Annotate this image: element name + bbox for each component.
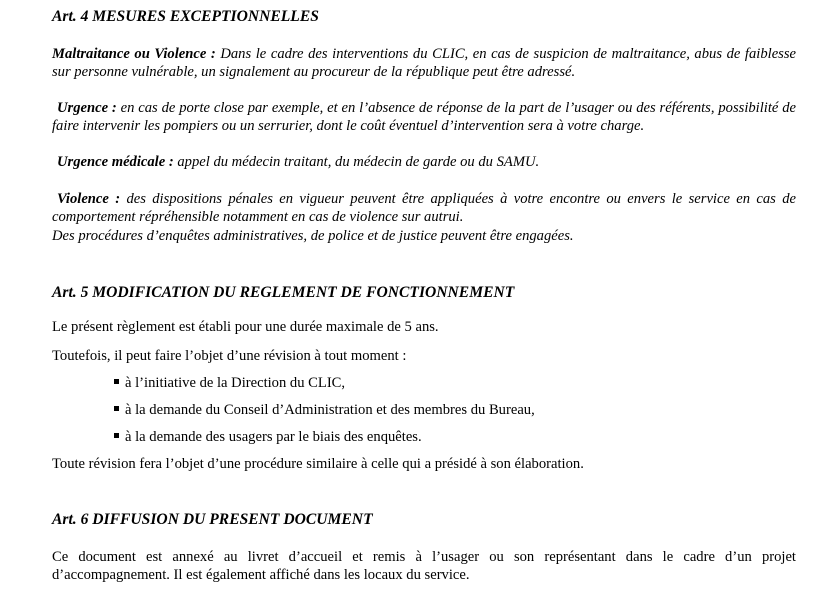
- art6-diffusion-text: Ce document est annexé au livret d’accueil et remis à l’usager ou son représentant dans le cadre d’un projet d’accompagnement. Il est également affiché dans les locaux du service.: [52, 549, 796, 583]
- art6-heading: Art. 6 DIFFUSION DU PRESENT DOCUMENT: [52, 511, 373, 528]
- bullet-item: [114, 401, 535, 419]
- maltraitance-text: Dans le cadre des interventions du CLIC, en cas de suspicion de maltraitance, abus de faiblesse sur personne vulnérable, un signalement au procureur de la république peut être adressé.: [52, 46, 797, 80]
- art5-revision-procedure: Toute révision fera l’objet d’une procédure similaire à celle qui a présidé à son élaboration.: [52, 456, 584, 472]
- urgence-medicale-label: Urgence médicale :: [57, 154, 174, 170]
- violence-paragraph: [52, 190, 796, 226]
- art4-heading: Art. 4 MESURES EXCEPTIONNELLES: [52, 8, 319, 25]
- bullet-icon: [114, 433, 119, 438]
- bullet-text: à la demande des usagers par le biais des enquêtes.: [125, 429, 422, 445]
- urgence-medicale-paragraph: [52, 153, 796, 171]
- bullet-item: [114, 428, 422, 446]
- violence-text: des dispositions pénales en vigueur peuvent être appliquées à votre encontre ou envers le service en cas de comportement répréhensible notamment en cas de violence sur autrui.: [52, 191, 796, 225]
- urgence-text: en cas de porte close par exemple, et en l’absence de réponse de la part de l’usager ou des référents, possibilité de faire intervenir les pompiers ou un serrurier, dont le coût éventuel d’intervention sera à votre charge.: [52, 100, 796, 134]
- bullet-text: à la demande du Conseil d’Administration et des membres du Bureau,: [125, 402, 535, 418]
- violence-procedures-text: Des procédures d’enquêtes administratives, de police et de justice peuvent être engagées.: [52, 228, 574, 244]
- bullet-icon: [114, 379, 119, 384]
- violence-label: Violence :: [57, 191, 121, 207]
- art5-heading: Art. 5 MODIFICATION DU REGLEMENT DE FONCTIONNEMENT: [52, 284, 515, 301]
- bullet-item: [114, 374, 345, 392]
- urgence-paragraph: [52, 99, 796, 135]
- bullet-text: à l’initiative de la Direction du CLIC,: [125, 375, 346, 391]
- urgence-medicale-text: appel du médecin traitant, du médecin de garde ou du SAMU.: [173, 154, 540, 170]
- maltraitance-paragraph: [52, 45, 796, 81]
- maltraitance-label: Maltraitance ou Violence :: [52, 46, 216, 62]
- art5-revision-intro: Toutefois, il peut faire l’objet d’une révision à tout moment :: [52, 348, 407, 364]
- art5-duration-text: Le présent règlement est établi pour une durée maximale de 5 ans.: [52, 319, 439, 335]
- bullet-icon: [114, 406, 119, 411]
- urgence-label: Urgence :: [57, 100, 117, 116]
